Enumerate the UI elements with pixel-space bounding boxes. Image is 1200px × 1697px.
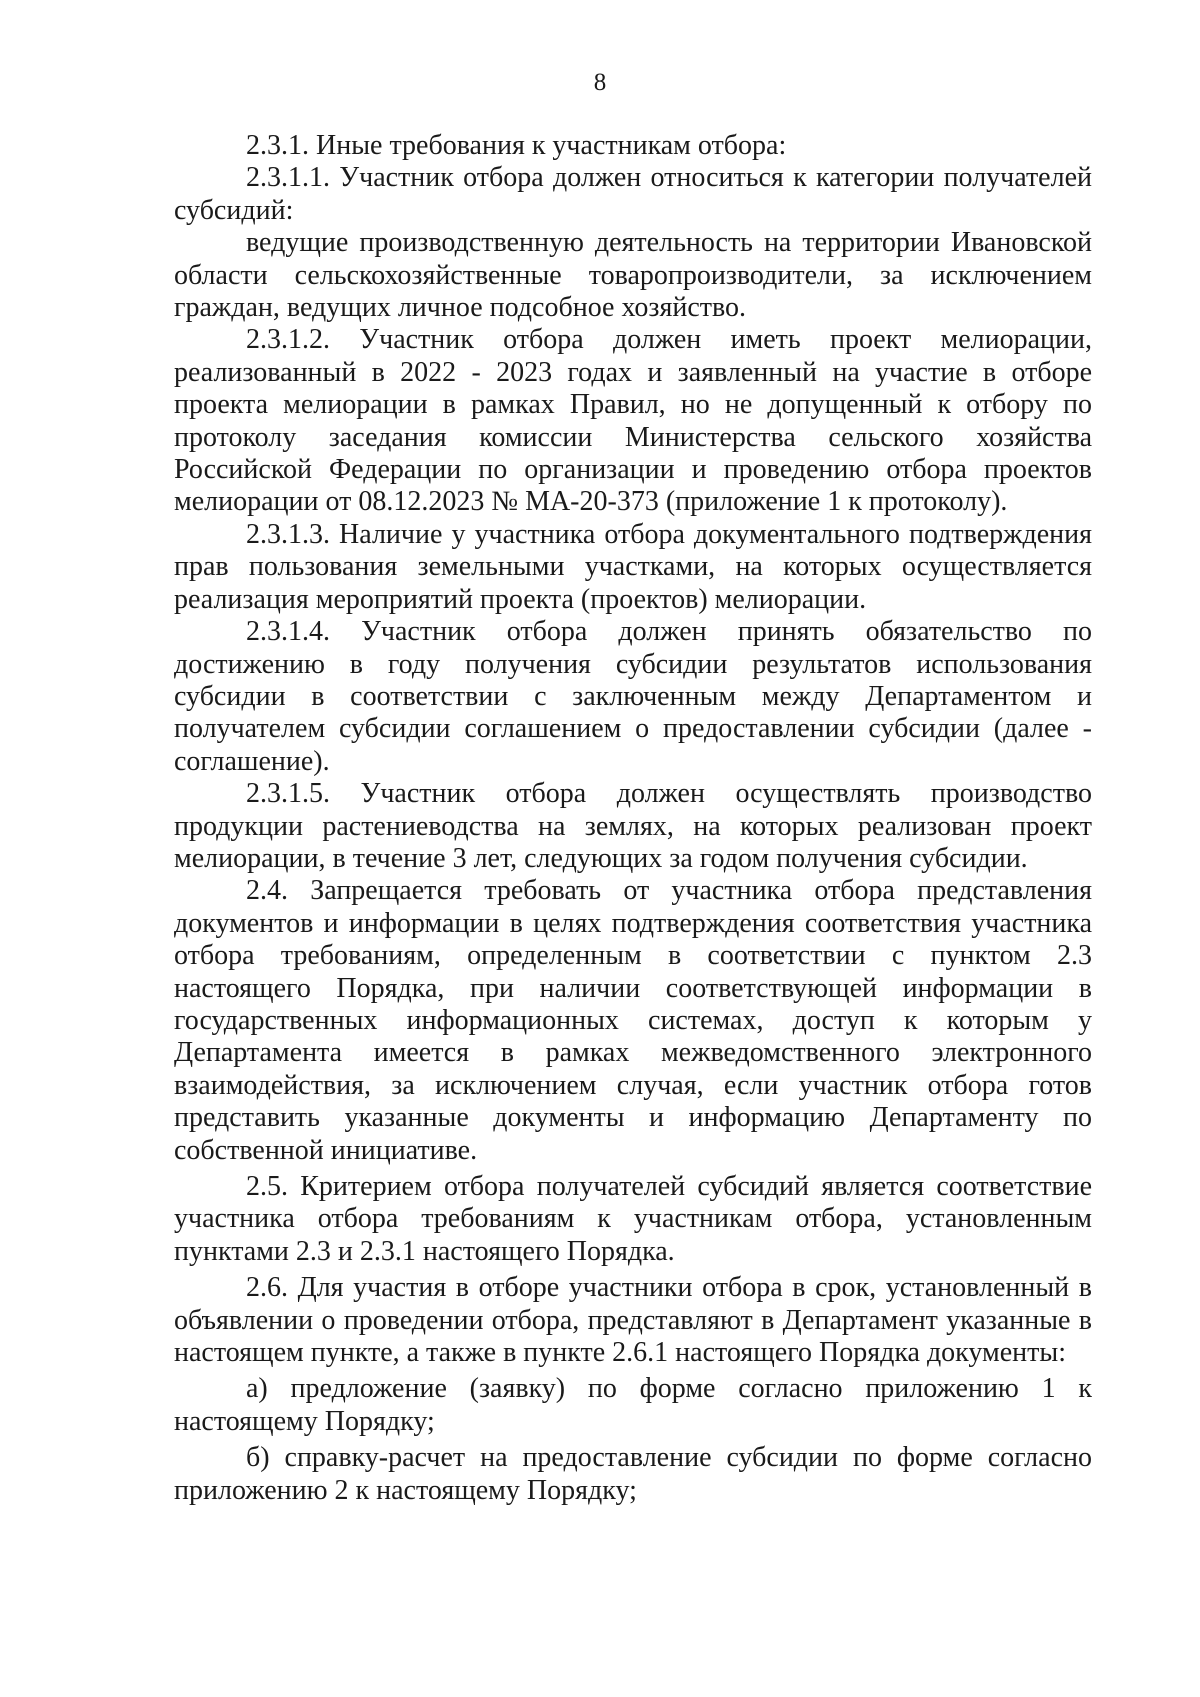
paragraph-2-3-1-1: 2.3.1.1. Участник отбора должен относиться к категории получателей субсидий:	[174, 162, 1092, 226]
paragraph-item-a: а) предложение (заявку) по форме согласно приложению 1 к настоящему Порядку;	[174, 1373, 1092, 1437]
paragraph-producers: ведущие производственную деятельность на территории Ивановской области сельскохозяйственные товаропроизводители, за исключением граждан, ведущих личное подсобное хозяйство.	[174, 227, 1092, 324]
paragraph-2-3-1: 2.3.1. Иные требования к участникам отбора:	[246, 130, 787, 161]
page-number: 8	[593, 69, 607, 96]
paragraph-2-3-1-4: 2.3.1.4. Участник отбора должен принять обязательство по достижению в году получения субсидии результатов использования субсидии в соответствии с заключенным между Департаментом и получателем субсидии соглашением о предоставлении субсидии (далее - соглашение).	[174, 616, 1092, 777]
paragraph-2-3-1-5: 2.3.1.5. Участник отбора должен осуществлять производство продукции растениеводства на землях, на которых реализован проект мелиорации, в течение 3 лет, следующих за годом получения субсидии.	[174, 778, 1092, 874]
paragraph-item-b: б) справку-расчет на предоставление субсидии по форме согласно приложению 2 к настоящему Порядку;	[174, 1442, 1092, 1506]
document-body	[174, 130, 1092, 1507]
paragraph-2-5: 2.5. Критерием отбора получателей субсидий является соответствие участника отбора требованиям к участникам отбора, установленным пунктами 2.3 и 2.3.1 настоящего Порядка.	[174, 1171, 1092, 1267]
paragraph-2-4: 2.4. Запрещается требовать от участника отбора представления документов и информации в целях подтверждения соответствия участника отбора требованиям, определенным в соответствии с пунктом 2.3 настоящего Порядка, при наличии соответствующей информации в государственных информационных системах, доступ к которым у Департамента имеется в рамках межведомственного электронного взаимодействия, за исключением случая, если участник отбора готов представить указанные документы и информацию Департаменту по собственной инициативе.	[174, 875, 1092, 1166]
paragraph-2-3-1-3: 2.3.1.3. Наличие у участника отбора документального подтверждения прав пользования земельными участками, на которых осуществляется реализация мероприятий проекта (проектов) мелиорации.	[174, 518, 1092, 615]
paragraph-2-6: 2.6. Для участия в отборе участники отбора в срок, установленный в объявлении о проведении отбора, представляют в Департамент указанные в настоящем пункте, а также в пункте 2.6.1 настоящего Порядка документы:	[174, 1272, 1092, 1369]
paragraph-2-3-1-2: 2.3.1.2. Участник отбора должен иметь проект мелиорации, реализованный в 2022 - 2023 годах и заявленный на участие в отборе проекта мелиорации в рамках Правил, но не допущенный к отбору по протоколу заседания комиссии Министерства сельского хозяйства Российской Федерации по организации и проведению отбора проектов мелиорации от 08.12.2023 № МА-20-373 (приложение 1 к протоколу).	[174, 324, 1092, 518]
